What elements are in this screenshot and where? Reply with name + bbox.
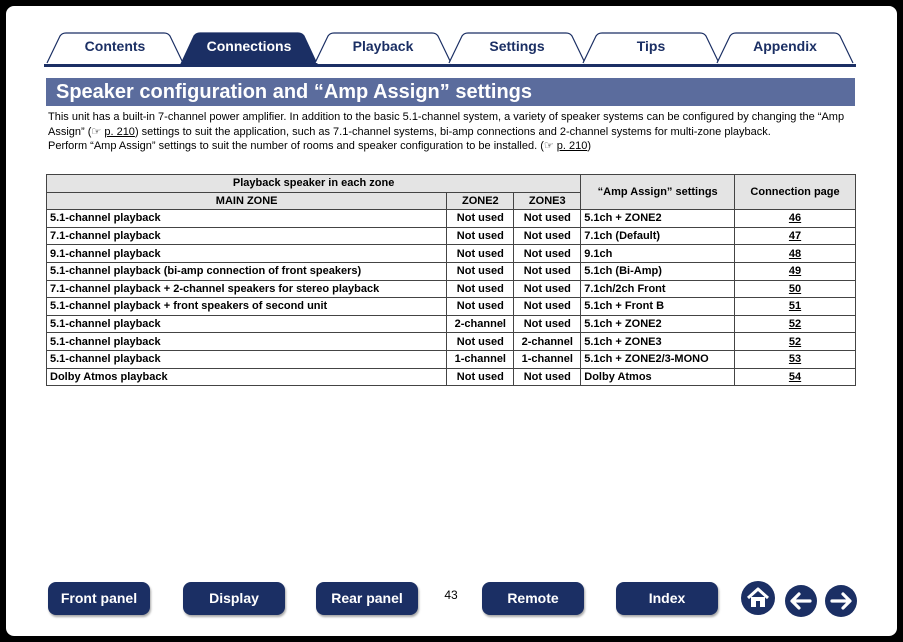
- connection-page-link[interactable]: 54: [735, 368, 856, 386]
- connection-page-link[interactable]: 51: [735, 298, 856, 316]
- amp-assign-table: [46, 174, 856, 386]
- amp-assign-header: “Amp Assign” settings: [581, 175, 735, 210]
- home-icon[interactable]: [740, 580, 776, 621]
- intro-paragraph-2: [48, 139, 856, 154]
- zone3-cell: Not used: [514, 315, 581, 333]
- zone2-cell: Not used: [447, 227, 514, 245]
- amp-assign-cell: Dolby Atmos: [581, 368, 735, 386]
- main-zone-cell: 5.1-channel playback: [47, 210, 447, 228]
- display-button[interactable]: Display: [183, 582, 285, 615]
- amp-assign-cell: 5.1ch (Bi-Amp): [581, 262, 735, 280]
- tab-connections[interactable]: [180, 32, 318, 64]
- tab-contents[interactable]: [46, 32, 184, 64]
- zone3-cell: Not used: [514, 280, 581, 298]
- zone2-cell: Not used: [447, 368, 514, 386]
- table-row: [47, 298, 856, 316]
- tab-label: Appendix: [753, 38, 817, 54]
- main-zone-cell: Dolby Atmos playback: [47, 368, 447, 386]
- amp-assign-cell: 5.1ch + ZONE2/3-MONO: [581, 350, 735, 368]
- intro-text: [48, 110, 856, 154]
- front-panel-button[interactable]: Front panel: [48, 582, 150, 615]
- tab-label: Playback: [352, 38, 414, 54]
- zone3-cell: Not used: [514, 262, 581, 280]
- page-reference-link[interactable]: p. 210: [556, 140, 588, 152]
- table-row: [47, 350, 856, 368]
- pointing-hand-icon: ☞: [543, 140, 554, 152]
- tab-label: Settings: [489, 38, 545, 54]
- section-heading: Speaker configuration and “Amp Assign” settings: [46, 78, 855, 106]
- main-zone-cell: 5.1-channel playback (bi-amp connection of front speakers): [47, 262, 447, 280]
- amp-assign-cell: 7.1ch (Default): [581, 227, 735, 245]
- connection-page-link[interactable]: 52: [735, 315, 856, 333]
- main-zone-cell: 5.1-channel playback: [47, 333, 447, 351]
- manual-page: [6, 6, 897, 636]
- zone3-cell: Not used: [514, 245, 581, 263]
- zone3-cell: Not used: [514, 368, 581, 386]
- zone-group-header: Playback speaker in each zone: [47, 175, 581, 193]
- table-row: [47, 227, 856, 245]
- connection-page-link[interactable]: 49: [735, 262, 856, 280]
- table-row: [47, 210, 856, 228]
- table-row: [47, 280, 856, 298]
- arrow-right-icon[interactable]: [824, 584, 858, 623]
- amp-assign-cell: 5.1ch + ZONE2: [581, 315, 735, 333]
- main-zone-cell: 7.1-channel playback + 2-channel speakers for stereo playback: [47, 280, 447, 298]
- main-zone-cell: 5.1-channel playback: [47, 315, 447, 333]
- main-zone-cell: 5.1-channel playback + front speakers of second unit: [47, 298, 447, 316]
- main-zone-cell: 7.1-channel playback: [47, 227, 447, 245]
- table-row: [47, 333, 856, 351]
- connection-page-link[interactable]: 47: [735, 227, 856, 245]
- intro-text-part: This unit has a built-in 7-channel power amplifier. In addition to the basic 5.1-channel system, a variety of speaker systems can be configured by changing the “Amp Assign” (: [48, 111, 845, 138]
- zone3-cell: 2-channel: [514, 333, 581, 351]
- tab-label: Contents: [84, 38, 146, 54]
- tab-label: Connections: [206, 38, 292, 54]
- amp-assign-cell: 5.1ch + ZONE3: [581, 333, 735, 351]
- table-row: [47, 262, 856, 280]
- rear-panel-button[interactable]: Rear panel: [316, 582, 418, 615]
- intro-text-part: ) settings to suit the application, such as 7.1-channel systems, bi-amp connections and 2-channel systems for multi-zone playback.: [134, 125, 771, 138]
- tab-tips[interactable]: [582, 32, 720, 64]
- table-row: [47, 315, 856, 333]
- pointing-hand-icon: ☞: [91, 125, 102, 138]
- zone2-cell: Not used: [447, 280, 514, 298]
- amp-assign-cell: 5.1ch + Front B: [581, 298, 735, 316]
- zone2-header: ZONE2: [447, 192, 514, 210]
- connection-page-link[interactable]: 53: [735, 350, 856, 368]
- remote-button[interactable]: Remote: [482, 582, 584, 615]
- zone3-cell: 1-channel: [514, 350, 581, 368]
- amp-assign-cell: 5.1ch + ZONE2: [581, 210, 735, 228]
- intro-text-part: Perform “Amp Assign” settings to suit the number of rooms and speaker configuration to be installed. (: [48, 140, 544, 152]
- zone2-cell: Not used: [447, 210, 514, 228]
- zone2-cell: Not used: [447, 333, 514, 351]
- table-row: [47, 245, 856, 263]
- zone3-cell: Not used: [514, 210, 581, 228]
- main-zone-cell: 5.1-channel playback: [47, 350, 447, 368]
- zone3-header: ZONE3: [514, 192, 581, 210]
- zone2-cell: 2-channel: [447, 315, 514, 333]
- main-zone-cell: 9.1-channel playback: [47, 245, 447, 263]
- page-reference-link[interactable]: p. 210: [104, 125, 135, 138]
- intro-text-part: ): [587, 140, 592, 152]
- tab-playback[interactable]: [314, 32, 452, 64]
- connection-page-link[interactable]: 46: [735, 210, 856, 228]
- amp-assign-cell: 7.1ch/2ch Front: [581, 280, 735, 298]
- page-number: 43: [444, 588, 458, 602]
- arrow-left-icon[interactable]: [784, 584, 818, 623]
- main-zone-header: MAIN ZONE: [47, 192, 447, 210]
- index-button[interactable]: Index: [616, 582, 718, 615]
- zone3-cell: Not used: [514, 227, 581, 245]
- zone3-cell: Not used: [514, 298, 581, 316]
- connection-page-link[interactable]: 50: [735, 280, 856, 298]
- connection-page-link[interactable]: 52: [735, 333, 856, 351]
- table-row: [47, 368, 856, 386]
- intro-paragraph-1: [48, 110, 856, 139]
- connection-page-header: Connection page: [735, 175, 856, 210]
- tab-underline: [44, 64, 856, 67]
- tab-appendix[interactable]: [716, 32, 854, 64]
- zone2-cell: 1-channel: [447, 350, 514, 368]
- tab-settings[interactable]: [448, 32, 586, 64]
- connection-page-link[interactable]: 48: [735, 245, 856, 263]
- tab-label: Tips: [636, 38, 666, 54]
- zone2-cell: Not used: [447, 262, 514, 280]
- amp-assign-cell: 9.1ch: [581, 245, 735, 263]
- zone2-cell: Not used: [447, 298, 514, 316]
- zone2-cell: Not used: [447, 245, 514, 263]
